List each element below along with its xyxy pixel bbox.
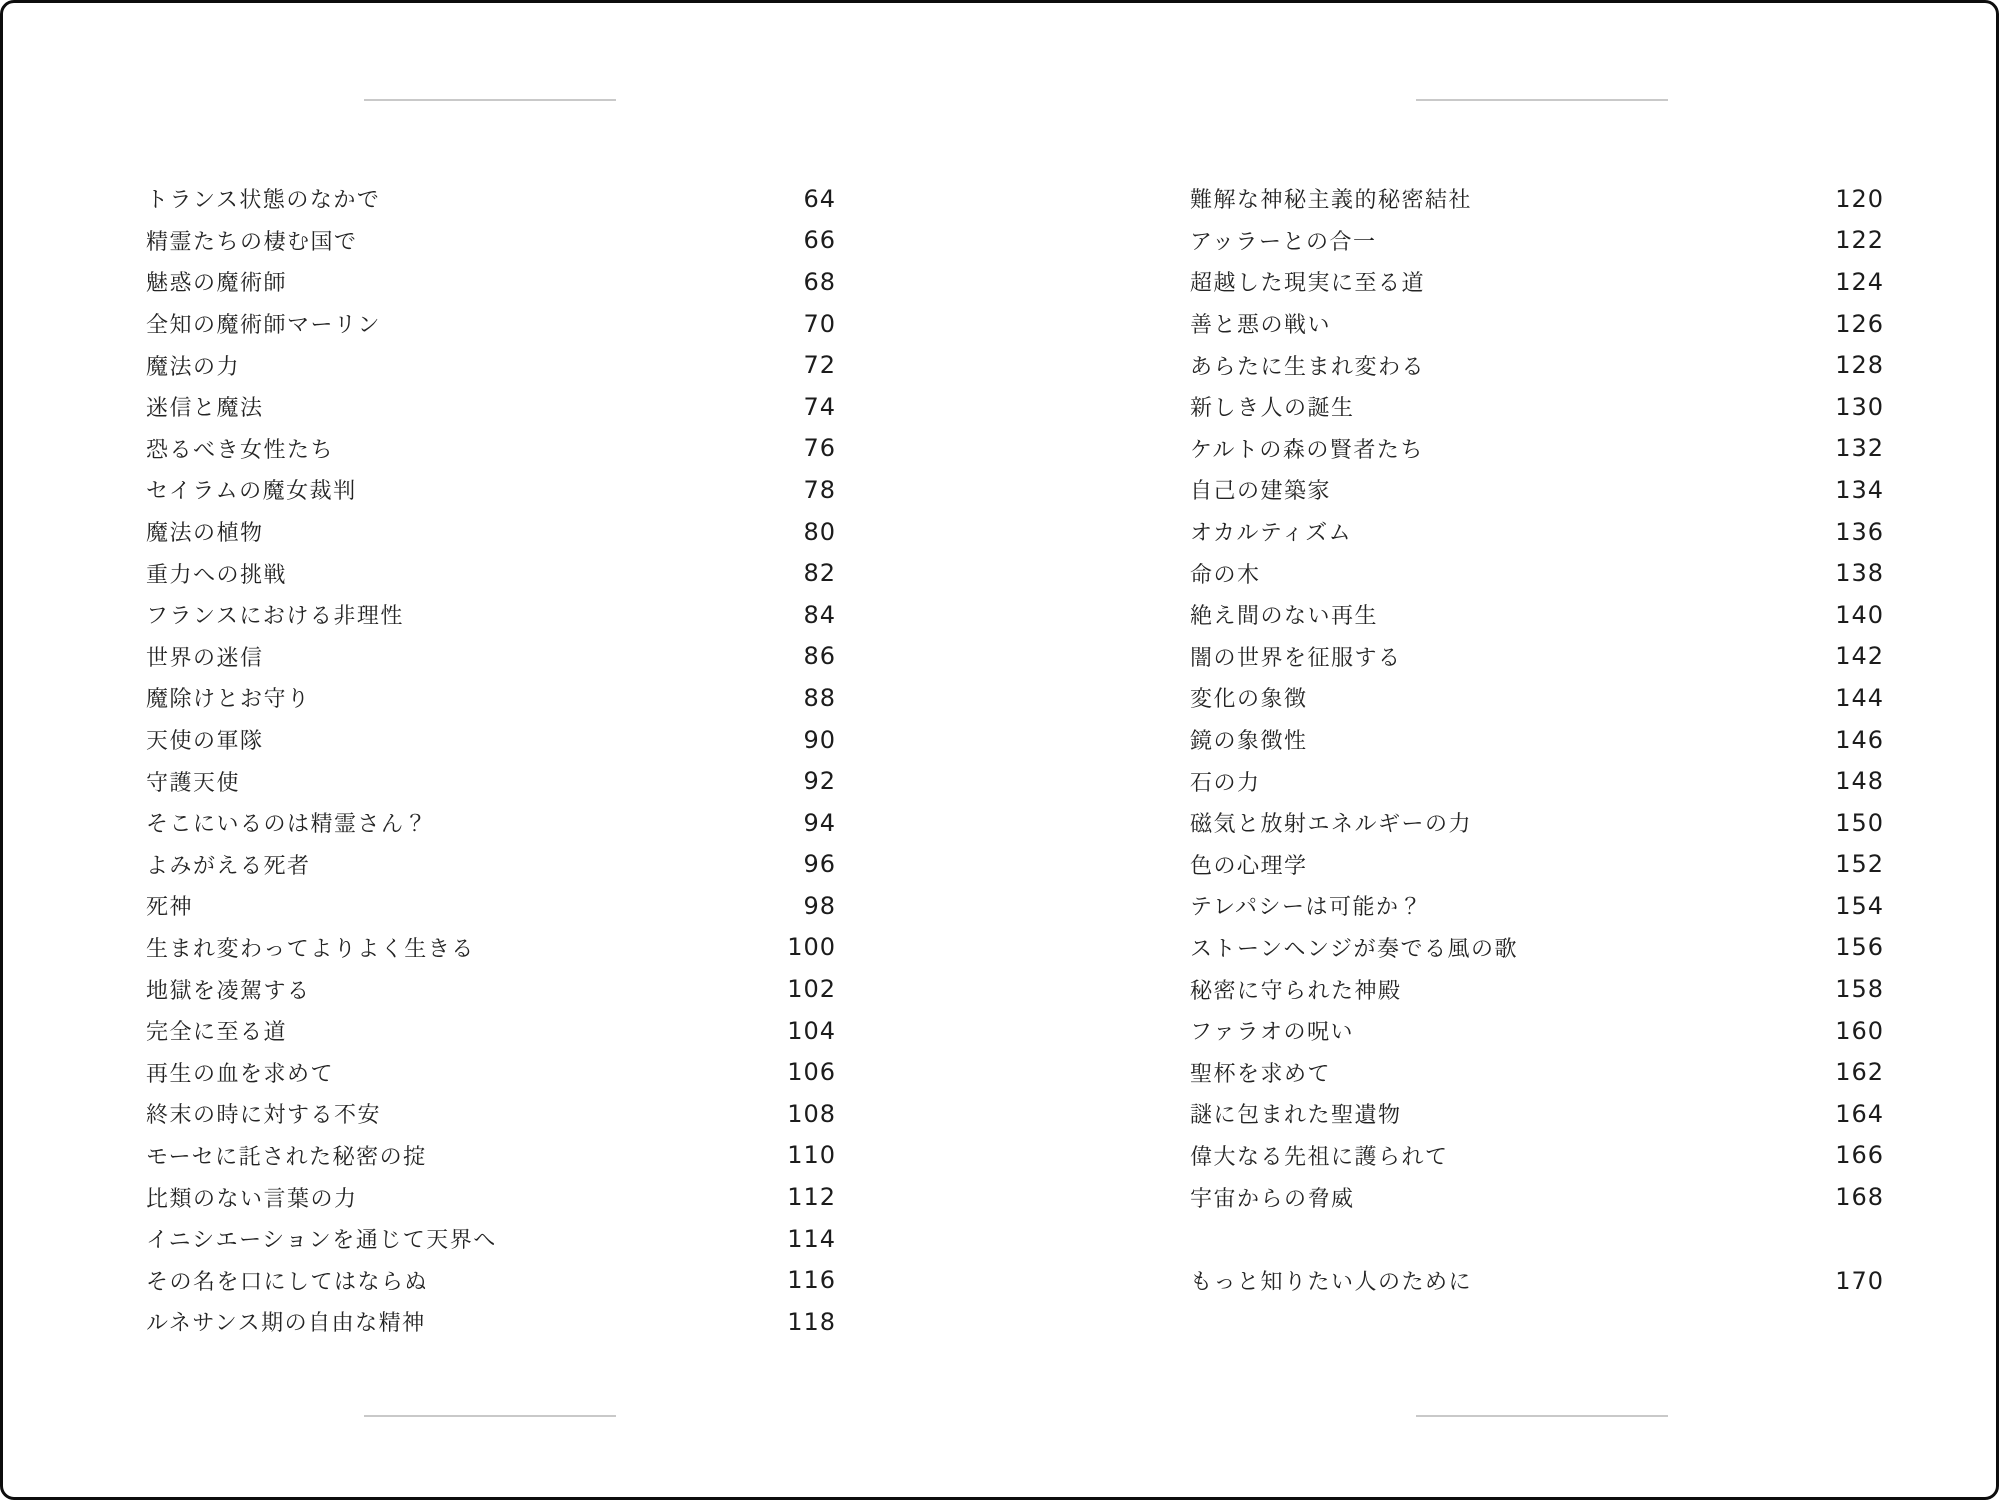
toc-entry-title: 全知の魔術師マーリン — [146, 312, 382, 338]
toc-entry-title: 終末の時に対する不安 — [146, 1102, 382, 1128]
toc-entry-page: 166 — [1835, 1141, 1884, 1170]
toc-entry-page: 86 — [803, 642, 836, 671]
toc-entry-title: 命の木 — [1190, 561, 1261, 587]
toc-entry-title: ファラオの呪い — [1190, 1019, 1355, 1045]
toc-entry — [1190, 844, 1884, 886]
toc-entry-title: ストーンヘンジが奏でる風の歌 — [1190, 935, 1519, 961]
toc-entry-title: 聖杯を求めて — [1190, 1060, 1332, 1086]
toc-entry — [1190, 885, 1884, 927]
toc-entry-page: 108 — [787, 1099, 836, 1128]
toc-entry-page: 84 — [803, 600, 836, 629]
toc-entry-title: 偉大なる先祖に護られて — [1190, 1143, 1449, 1169]
toc-entry-page: 148 — [1835, 767, 1884, 796]
toc-entry-page: 76 — [803, 434, 836, 463]
toc-entry — [146, 1218, 836, 1260]
toc-entry — [146, 428, 836, 470]
toc-entry — [1190, 428, 1884, 470]
toc-entry — [1190, 178, 1884, 220]
toc-entry-title: 生まれ変わってよりよく生きる — [146, 935, 475, 961]
toc-entry-title: 魔除けとお守り — [146, 686, 311, 712]
toc-entry-title: フランスにおける非理性 — [146, 603, 404, 629]
toc-entry-title: 変化の象徴 — [1190, 686, 1308, 712]
toc-entry — [1190, 261, 1884, 303]
toc-entry-title: 死神 — [146, 894, 194, 920]
toc-entry-page: 104 — [787, 1016, 836, 1045]
toc-entry — [146, 386, 836, 428]
toc-entry — [146, 469, 836, 511]
toc-entry-page: 64 — [803, 184, 836, 213]
toc-entry — [1190, 927, 1884, 969]
toc-entry-title: トランス状態のなかで — [146, 187, 381, 213]
toc-entry-title: セイラムの魔女裁判 — [146, 478, 357, 504]
toc-entry — [146, 344, 836, 386]
toc-entry-page: 126 — [1835, 309, 1884, 338]
toc-entry — [146, 303, 836, 345]
toc-entry-page: 80 — [803, 517, 836, 546]
toc-entry-title: モーセに託された秘密の掟 — [146, 1143, 427, 1169]
toc-entry-page: 140 — [1835, 600, 1884, 629]
toc-entry — [146, 511, 836, 553]
toc-entry-page: 158 — [1835, 975, 1884, 1004]
toc-entry-page: 116 — [787, 1266, 836, 1295]
toc-entry-title: 鏡の象徴性 — [1190, 728, 1308, 754]
toc-entry — [1190, 344, 1884, 386]
toc-entry-title: オカルティズム — [1190, 520, 1353, 546]
toc-entry — [146, 1259, 836, 1301]
toc-entry-page: 150 — [1835, 808, 1884, 837]
toc-entry-page: 130 — [1835, 392, 1884, 421]
toc-entry-title: 謎に包まれた聖遺物 — [1190, 1102, 1402, 1128]
toc-entry — [1190, 1010, 1884, 1052]
toc-entry — [1190, 1093, 1884, 1135]
toc-entry-title: 魅惑の魔術師 — [146, 270, 288, 296]
toc-entry — [1190, 220, 1884, 262]
toc-entry — [146, 594, 836, 636]
toc-entry — [1190, 552, 1884, 594]
toc-column-right — [1190, 178, 1884, 1301]
toc-entry — [1190, 1135, 1884, 1177]
toc-entry-page: 134 — [1835, 475, 1884, 504]
toc-entry-page: 144 — [1835, 683, 1884, 712]
toc-entry-page: 118 — [787, 1307, 836, 1336]
toc-entry-page: 102 — [787, 975, 836, 1004]
toc-entry-title: テレパシーは可能か？ — [1190, 894, 1424, 920]
toc-entry-title: 色の心理学 — [1190, 852, 1308, 878]
toc-entry-page: 160 — [1835, 1016, 1884, 1045]
toc-entry-title: 魔法の植物 — [146, 520, 264, 546]
toc-entry — [1190, 511, 1884, 553]
toc-entry-title: 守護天使 — [146, 769, 241, 795]
toc-entry-title: 闇の世界を征服する — [1190, 644, 1402, 670]
toc-entry-page: 154 — [1835, 891, 1884, 920]
toc-entry-title: 世界の迷信 — [146, 644, 264, 670]
toc-entry-page: 164 — [1835, 1099, 1884, 1128]
toc-entry-title: 恐るべき女性たち — [146, 436, 335, 462]
toc-entry-page: 136 — [1835, 517, 1884, 546]
toc-entry-page: 94 — [803, 808, 836, 837]
toc-entry-page: 170 — [1835, 1266, 1884, 1295]
divider-bottom-right — [1416, 1415, 1668, 1417]
toc-entry-title: 迷信と魔法 — [146, 395, 264, 421]
toc-entry-title: 石の力 — [1190, 769, 1261, 795]
toc-entry — [146, 552, 836, 594]
toc-entry — [146, 719, 836, 761]
toc-entry-title: 超越した現実に至る道 — [1190, 270, 1426, 296]
toc-entry-page: 112 — [787, 1183, 836, 1212]
toc-entry-page: 88 — [803, 683, 836, 712]
row-spacer — [1190, 1218, 1884, 1260]
toc-entry-title: 天使の軍隊 — [146, 728, 264, 754]
toc-entry-page: 106 — [787, 1058, 836, 1087]
toc-entry — [1190, 760, 1884, 802]
toc-entry-page: 92 — [803, 767, 836, 796]
toc-entry — [146, 1135, 836, 1177]
toc-entry — [146, 1051, 836, 1093]
toc-entry-page: 74 — [803, 392, 836, 421]
toc-entry-title: ケルトの森の賢者たち — [1190, 436, 1424, 462]
toc-entry-title: 比類のない言葉の力 — [146, 1185, 358, 1211]
toc-entry — [146, 885, 836, 927]
toc-entry-title: 秘密に守られた神殿 — [1190, 977, 1402, 1003]
toc-entry — [146, 927, 836, 969]
toc-entry-title: 新しき人の誕生 — [1190, 395, 1355, 421]
toc-entry-title: ルネサンス期の自由な精神 — [146, 1310, 426, 1336]
toc-entry-title: 精霊たちの棲む国で — [146, 228, 358, 254]
toc-entry-page: 78 — [803, 475, 836, 504]
toc-entry-page: 138 — [1835, 559, 1884, 588]
toc-entry — [146, 1176, 836, 1218]
toc-entry-page: 66 — [803, 226, 836, 255]
toc-entry — [1190, 1260, 1884, 1302]
toc-entry-title: そこにいるのは精霊さん？ — [146, 811, 429, 837]
toc-entry-page: 120 — [1835, 184, 1884, 213]
toc-column-left — [146, 178, 836, 1343]
toc-entry — [1190, 802, 1884, 844]
toc-entry-page: 146 — [1835, 725, 1884, 754]
toc-entry — [1190, 1176, 1884, 1218]
toc-entry-title: 地獄を凌駕する — [146, 977, 311, 1003]
toc-entry-page: 100 — [787, 933, 836, 962]
toc-entry-page: 114 — [787, 1224, 836, 1253]
toc-entry-title: 完全に至る道 — [146, 1019, 288, 1045]
toc-entry — [1190, 1051, 1884, 1093]
toc-entry-title: 重力への挑戦 — [146, 561, 288, 587]
toc-entry-title: 魔法の力 — [146, 353, 241, 379]
toc-entry — [146, 636, 836, 678]
toc-entry — [146, 760, 836, 802]
toc-entry-title: あらたに生まれ変わる — [1190, 353, 1426, 379]
toc-entry — [146, 261, 836, 303]
toc-entry — [146, 844, 836, 886]
toc-entry-page: 162 — [1835, 1058, 1884, 1087]
divider-top-left — [364, 99, 616, 101]
toc-entry-page: 152 — [1835, 850, 1884, 879]
toc-entry — [1190, 303, 1884, 345]
toc-entry-page: 82 — [803, 559, 836, 588]
toc-entry-title: 絶え間のない再生 — [1190, 603, 1379, 629]
toc-entry-page: 90 — [803, 725, 836, 754]
toc-entry — [1190, 719, 1884, 761]
toc-entry — [1190, 386, 1884, 428]
toc-entry-page: 142 — [1835, 642, 1884, 671]
toc-entry-page: 122 — [1835, 226, 1884, 255]
toc-entry-page: 70 — [803, 309, 836, 338]
toc-entry-title: 宇宙からの脅威 — [1190, 1185, 1355, 1211]
toc-entry — [146, 677, 836, 719]
toc-entry-page: 110 — [787, 1141, 836, 1170]
divider-bottom-left — [364, 1415, 616, 1417]
toc-entry-title: もっと知りたい人のために — [1190, 1269, 1473, 1295]
toc-entry — [1190, 636, 1884, 678]
toc-entry — [146, 1093, 836, 1135]
toc-entry-page: 68 — [803, 267, 836, 296]
toc-entry-page: 98 — [803, 891, 836, 920]
toc-entry — [1190, 968, 1884, 1010]
toc-entry — [1190, 677, 1884, 719]
toc-entry-page: 156 — [1835, 933, 1884, 962]
toc-entry — [146, 220, 836, 262]
toc-entry — [146, 968, 836, 1010]
toc-entry — [1190, 594, 1884, 636]
toc-entry-page: 128 — [1835, 351, 1884, 380]
toc-entry-title: よみがえる死者 — [146, 852, 311, 878]
toc-entry-title: イニシエーションを通じて天界へ — [146, 1227, 497, 1253]
toc-entry-title: 難解な神秘主義的秘密結社 — [1190, 187, 1473, 213]
toc-entry — [146, 1010, 836, 1052]
toc-entry — [146, 802, 836, 844]
toc-entry-title: その名を口にしてはならぬ — [146, 1268, 429, 1294]
toc-entry-title: 再生の血を求めて — [146, 1060, 335, 1086]
toc-entry-page: 168 — [1835, 1183, 1884, 1212]
toc-entry-title: アッラーとの合一 — [1190, 228, 1377, 254]
toc-entry-title: 善と悪の戦い — [1190, 312, 1332, 338]
toc-entry-page: 96 — [803, 850, 836, 879]
toc-entry-title: 磁気と放射エネルギーの力 — [1190, 811, 1473, 837]
toc-entry-page: 124 — [1835, 267, 1884, 296]
toc-entry — [1190, 469, 1884, 511]
toc-entry-title: 自己の建築家 — [1190, 478, 1332, 504]
toc-entry — [146, 178, 836, 220]
divider-top-right — [1416, 99, 1668, 101]
toc-entry-page: 132 — [1835, 434, 1884, 463]
toc-entry-page: 72 — [803, 351, 836, 380]
toc-entry — [146, 1301, 836, 1343]
